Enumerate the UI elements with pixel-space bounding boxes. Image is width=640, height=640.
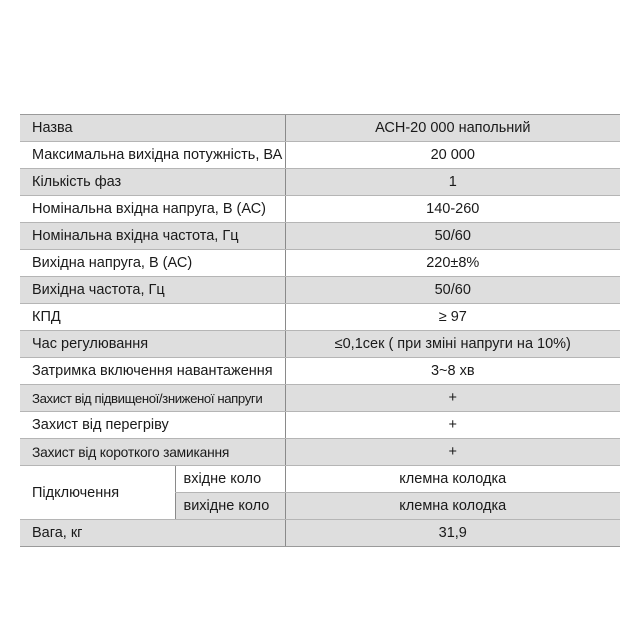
spec-row-efficiency	[20, 304, 620, 331]
spec-label: Вага, кг	[20, 520, 285, 547]
spec-row-name	[20, 115, 620, 142]
spec-value: ≤0,1сек ( при зміні напруги на 10%)	[285, 331, 620, 358]
spec-row-input-frequency	[20, 223, 620, 250]
spec-value: +	[285, 439, 620, 466]
spec-value: ≥ 97	[285, 304, 620, 331]
spec-label: Час регулювання	[20, 331, 285, 358]
spec-row-voltage-protection	[20, 385, 620, 412]
spec-label: Максимальна вихідна потужність, ВА	[20, 142, 285, 169]
spec-row-weight	[20, 520, 620, 547]
spec-row-short-circuit-protection	[20, 439, 620, 466]
spec-value: 1	[285, 169, 620, 196]
spec-label: Вихідна частота, Гц	[20, 277, 285, 304]
spec-row-output-frequency	[20, 277, 620, 304]
spec-label: Назва	[20, 115, 285, 142]
spec-label: Захист від перегріву	[20, 412, 285, 439]
spec-sublabel: вхідне коло	[175, 466, 285, 493]
spec-value: 220±8%	[285, 250, 620, 277]
spec-label: Вихідна напруга, В (АС)	[20, 250, 285, 277]
spec-label: КПД	[20, 304, 285, 331]
spec-sublabel: вихідне коло	[175, 493, 285, 520]
spec-row-regulation-time	[20, 331, 620, 358]
spec-row-connection-input	[20, 466, 620, 493]
spec-value: 50/60	[285, 277, 620, 304]
spec-value: клемна колодка	[285, 466, 620, 493]
spec-label: Кількість фаз	[20, 169, 285, 196]
spec-label: Захист від підвищеної/зниженої напруги	[20, 385, 285, 412]
spec-label-connection: Підключення	[20, 466, 175, 520]
spec-table	[20, 114, 620, 547]
spec-row-phases	[20, 169, 620, 196]
spec-row-input-voltage	[20, 196, 620, 223]
spec-label: Номінальна вхідна частота, Гц	[20, 223, 285, 250]
spec-value: 50/60	[285, 223, 620, 250]
spec-row-max-power	[20, 142, 620, 169]
spec-value: клемна колодка	[285, 493, 620, 520]
spec-value: 31,9	[285, 520, 620, 547]
spec-label: Номінальна вхідна напруга, В (АС)	[20, 196, 285, 223]
spec-value: 20 000	[285, 142, 620, 169]
spec-value: 140-260	[285, 196, 620, 223]
spec-value: +	[285, 385, 620, 412]
spec-row-load-delay	[20, 358, 620, 385]
spec-row-output-voltage	[20, 250, 620, 277]
spec-label: Затримка включення навантаження	[20, 358, 285, 385]
spec-value: АСН-20 000 напольний	[285, 115, 620, 142]
spec-value: 3~8 хв	[285, 358, 620, 385]
spec-value: +	[285, 412, 620, 439]
spec-row-overheat-protection	[20, 412, 620, 439]
spec-label: Захист від короткого замикання	[20, 439, 285, 466]
